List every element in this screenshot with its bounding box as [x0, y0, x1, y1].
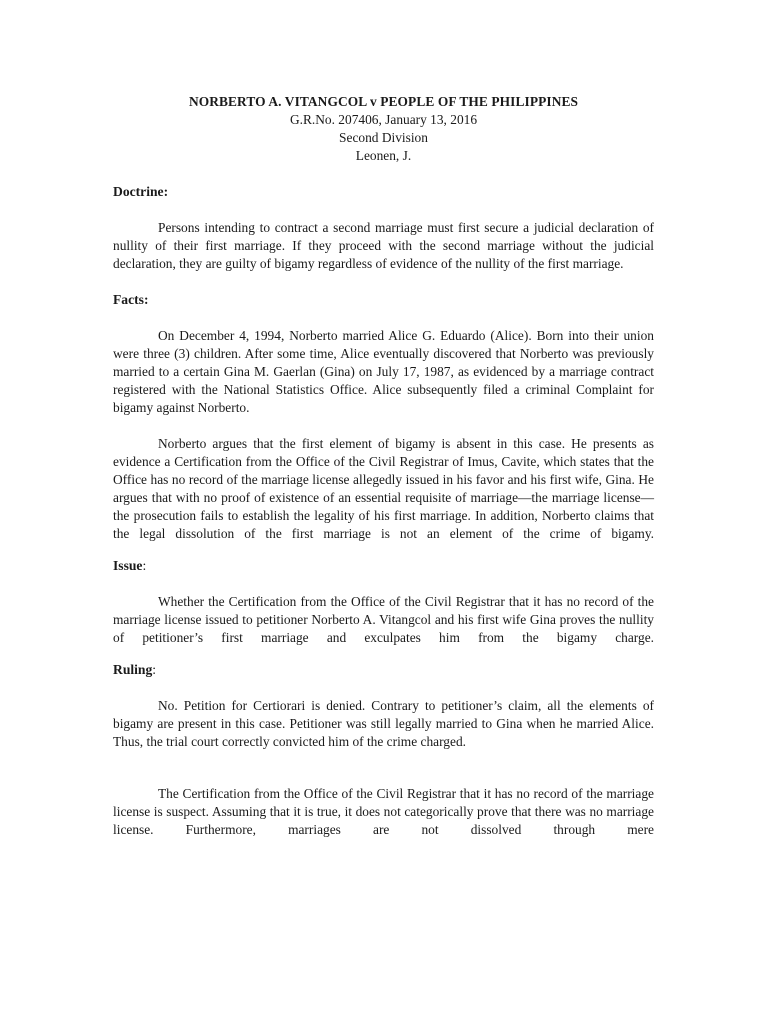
- facts-paragraph-1: On December 4, 1994, Norberto married Alice G. Eduardo (Alice). Born into their union were three (3) children. After some time, Alice eventually discovered that Norberto was previously married to a certain Gina M. Gaerlan (Gina) on July 17, 1987, as evidenced by a marriage contract registered with the National Statistics Office. Alice subsequently filed a criminal Complaint for bigamy against Norberto.: [113, 328, 654, 415]
- gr-number-date: G.R.No. 207406, January 13, 2016: [289, 112, 478, 127]
- ruling-heading-label: Ruling: [113, 662, 153, 677]
- issue-heading-label: Issue: [113, 558, 143, 573]
- case-title: NORBERTO A. VITANGCOL v PEOPLE OF THE PHILIPPINES: [188, 94, 579, 109]
- ruling-paragraph-2: The Certification from the Office of the Civil Registrar that it has no record of the marriage license is suspect. Assuming that it is true, it does not categorically prove that there was no marriage license. Furthermore, marriages are not dissolved through mere: [113, 786, 654, 837]
- ponente: Leonen, J.: [355, 148, 412, 163]
- doctrine-heading: Doctrine:: [113, 184, 169, 199]
- issue-paragraph: Whether the Certification from the Office of the Civil Registrar that it has no record of the marriage license issued to petitioner Norberto A. Vitangcol and his first wife Gina proves the nullity of petitioner’s first marriage and exculpates him from the bigamy charge.: [113, 594, 654, 645]
- facts-heading: Facts:: [113, 292, 149, 307]
- ruling-heading-colon: :: [152, 662, 157, 677]
- court-division: Second Division: [339, 130, 428, 145]
- document-page: [113, 93, 654, 839]
- issue-heading-colon: :: [142, 558, 147, 573]
- issue-heading: [113, 557, 654, 575]
- facts-paragraph-2: Norberto argues that the first element of bigamy is absent in this case. He presents as evidence a Certification from the Office of the Civil Registrar of Imus, Cavite, which states that the Office has no record of the marriage license allegedly issued in his favor and his first wife, Gina. He argues that with no proof of existence of an essential requisite of marriage—the marriage license—the prosecution fails to establish the legality of his first marriage. In addition, Norberto claims that the legal dissolution of the first marriage is not an element of the crime of bigamy.: [113, 436, 654, 541]
- ruling-paragraph-1: No. Petition for Certiorari is denied. Contrary to petitioner’s claim, all the elements of bigamy are present in this case. Petitioner was still legally married to Gina when he married Alice. Thus, the trial court correctly convicted him of the crime charged.: [113, 698, 654, 749]
- doctrine-paragraph: Persons intending to contract a second marriage must first secure a judicial declaration of nullity of their first marriage. If they proceed with the second marriage without the judicial declaration, they are guilty of bigamy regardless of evidence of the nullity of the first marriage.: [113, 220, 654, 271]
- case-header: [113, 93, 654, 165]
- ruling-heading: [113, 661, 654, 679]
